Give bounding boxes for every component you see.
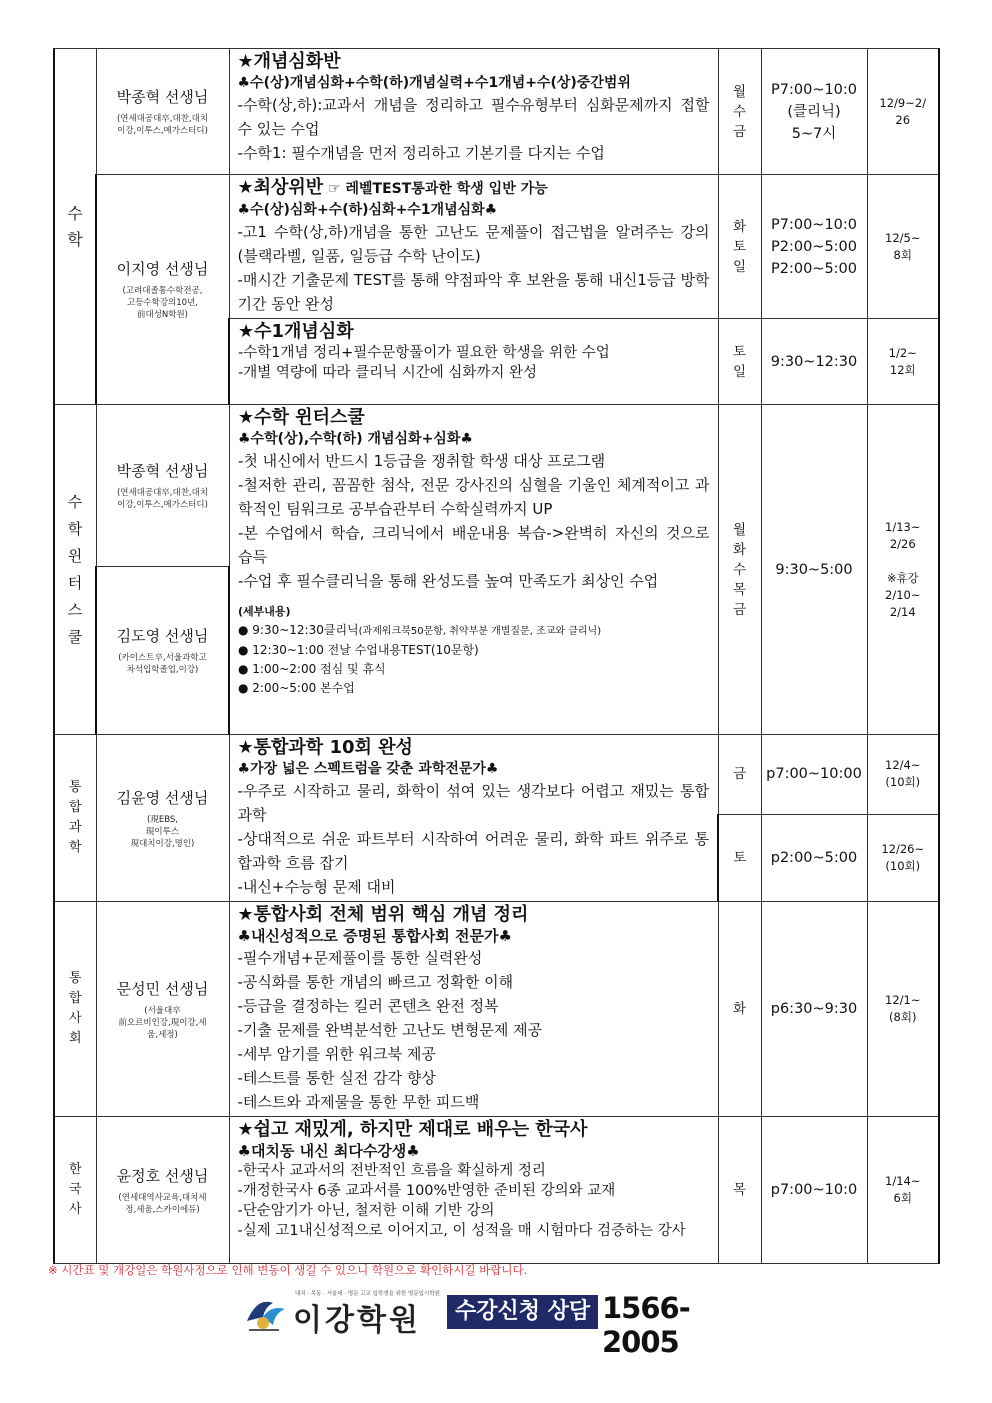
class-period: 1/14~ 6회 bbox=[867, 1117, 939, 1264]
table-row bbox=[54, 902, 939, 1117]
subject-history: 한 국 사 bbox=[54, 1117, 96, 1264]
course-lines bbox=[238, 343, 710, 383]
course-line: -수학1개념 정리+필수문항풀이가 필요한 학생을 위한 수업 bbox=[238, 345, 610, 361]
course-line: -개별 역량에 따라 클리닉 시간에 심화까지 완성 bbox=[238, 365, 538, 381]
detail-bullet bbox=[238, 660, 710, 679]
detail-bullet-main: ● 9:30~12:30클리닉 bbox=[238, 623, 359, 637]
teacher-cell bbox=[96, 175, 229, 405]
course-line: -수업 후 필수클리닉을 통해 완성도를 높여 만족도가 최상인 수업 bbox=[238, 572, 659, 590]
teacher-credentials: (연세대공대卒,대찬,대치 이강,이투스,메가스터디) bbox=[116, 114, 209, 136]
course-line: -한국사 교과서의 전반적인 흐름을 확실하게 정리 bbox=[237, 1163, 546, 1179]
class-days: 월 화 수 목 금 bbox=[718, 405, 761, 735]
course-title: ★개념심화반 bbox=[237, 51, 341, 72]
course-line: -상대적으로 쉬운 파트부터 시작하여 어려운 물리, 화학 파트 위주로 통합과학 흐름 잡기 bbox=[237, 830, 709, 872]
course-description bbox=[229, 902, 718, 1117]
teacher-name: 박종혁 선생님 bbox=[116, 462, 209, 480]
course-subtitle: ♣수(상)개념심화+수학(하)개념실력+수1개념+수(상)중간범위 bbox=[237, 75, 631, 91]
course-lines bbox=[238, 779, 710, 899]
course-title: ★수학 윈터스쿨 bbox=[238, 407, 365, 428]
academy-logo-icon bbox=[243, 1291, 289, 1333]
course-line: -테스트를 통한 실전 감각 향상 bbox=[237, 1069, 436, 1087]
class-days: 화 토 일 bbox=[718, 175, 761, 319]
class-days: 토 일 bbox=[718, 319, 761, 405]
course-line: -철저한 관리, 꼼꼼한 첨삭, 전문 강사진의 심혈을 기울인 체계적이고 과학적인 팀워크로 공부습관부터 수학실력까지 UP bbox=[238, 476, 710, 518]
logo-tagline: 대치 · 목동 · 서울대 · 명문 고교 입학생을 위한 명문입시학원 bbox=[295, 1291, 440, 1297]
course-title: ★최상위반 ☞ 레벨TEST통과한 학생 입반 가능 bbox=[237, 177, 548, 198]
course-lines bbox=[238, 1161, 710, 1241]
course-line: -고1 수학(상,하)개념을 통한 고난도 문제풀이 접근법을 알려주는 강의(블랙라벨, 일품, 일등급 수학 난이도) bbox=[237, 223, 710, 265]
detail-heading: (세부내용) bbox=[238, 605, 291, 618]
class-period: 12/26~ (10회) bbox=[867, 814, 939, 901]
class-period: 12/4~ (10회) bbox=[867, 735, 939, 815]
course-description bbox=[229, 49, 718, 175]
course-line: -기출 문제를 완벽분석한 고난도 변형문제 제공 bbox=[237, 1021, 543, 1039]
course-line: -테스트와 과제물을 통한 무한 피드백 bbox=[237, 1093, 480, 1111]
course-line: -등급을 결정하는 킬러 콘텐츠 완전 정복 bbox=[237, 997, 499, 1015]
teacher-credentials: (카이스트卒,서울과학고 차석입학졸업,이강) bbox=[118, 653, 207, 675]
detail-bullet bbox=[238, 621, 710, 641]
teacher-name: 김윤영 선생님 bbox=[116, 788, 209, 807]
teacher-credentials: (고려대졸통수학전공, 고등수학강의10년, 前대성N학원) bbox=[122, 286, 203, 320]
course-subtitle: ♣수(상)심화+수(하)심화+수1개념심화♣ bbox=[237, 202, 498, 218]
course-description bbox=[229, 1117, 718, 1264]
course-title: ★수1개념심화 bbox=[238, 321, 354, 342]
class-time: p6:30~9:30 bbox=[761, 902, 867, 1117]
course-lines bbox=[238, 93, 710, 165]
teacher-cell bbox=[96, 735, 229, 902]
course-title: ★통합과학 10회 완성 bbox=[237, 737, 413, 758]
course-title: ★통합사회 전체 범위 핵심 개념 정리 bbox=[237, 904, 529, 925]
course-line: -단순암기가 아닌, 철저한 이해 기반 강의 bbox=[237, 1203, 495, 1219]
course-description bbox=[229, 175, 718, 319]
teacher-name: 문성민 선생님 bbox=[116, 979, 209, 998]
detail-bullet bbox=[238, 641, 710, 660]
teacher-name: 박종혁 선생님 bbox=[116, 88, 209, 106]
teacher-name: 김도영 선생님 bbox=[116, 627, 209, 645]
course-line: -개정한국사 6종 교과서를 100%반영한 준비된 강의와 교재 bbox=[237, 1183, 616, 1199]
subject-math: 수 학 bbox=[54, 49, 96, 405]
class-period: 12/9~2/ 26 bbox=[867, 49, 939, 175]
teacher-credentials: (서울대卒 前오르비인강,現이강,세 움,세정) bbox=[118, 1005, 207, 1040]
class-days: 금 bbox=[718, 735, 761, 815]
course-subtitle: ♣수학(상),수학(하) 개념심화+심화♣ bbox=[238, 431, 473, 447]
detail-bullet-main: ● 2:00~5:00 본수업 bbox=[238, 681, 355, 695]
class-days: 화 bbox=[718, 902, 761, 1117]
class-time: p2:00~5:00 bbox=[761, 814, 867, 901]
course-line: -매시간 기출문제 TEST를 통해 약점파악 후 보완을 통해 내신1등급 방학 기간 동안 완성 bbox=[237, 271, 710, 313]
course-line: -공식화를 통한 개념의 빠르고 정확한 이해 bbox=[237, 973, 514, 991]
teacher-cell bbox=[96, 902, 229, 1117]
class-time: 9:30~5:00 bbox=[761, 405, 867, 735]
class-time: p7:00~10:0 bbox=[761, 1117, 867, 1264]
course-description bbox=[229, 735, 718, 902]
detail-bullet-note: (과제워크북50문항, 취약부분 개별질문, 조교와 클리닉) bbox=[358, 626, 602, 637]
class-days: 목 bbox=[718, 1117, 761, 1264]
course-line: -우주로 시작하고 물리, 화학이 섞여 있는 생각보다 어렵고 재밌는 통합과학 bbox=[237, 782, 709, 824]
logo-text: 이강학원 bbox=[293, 1303, 421, 1338]
course-line: -수학1: 필수개념을 먼저 정리하고 기본기를 다지는 수업 bbox=[237, 144, 605, 162]
teacher-cell bbox=[96, 567, 229, 735]
class-time: P7:00~10:0 (클리닉) 5~7시 bbox=[761, 49, 867, 175]
class-days: 월 수 금 bbox=[718, 49, 761, 175]
class-period: 1/13~ 2/26 ※휴강 2/10~ 2/14 bbox=[867, 405, 939, 735]
teacher-name: 이지영 선생님 bbox=[116, 260, 209, 278]
course-line: -본 수업에서 학습, 크리닉에서 배운내용 복습->완벽히 자신의 것으로 습득 bbox=[238, 524, 710, 566]
subject-winter-school: 수 학 윈 터 스 쿨 bbox=[54, 405, 96, 735]
subject-social: 통 합 사 회 bbox=[54, 902, 96, 1117]
footer-banner bbox=[243, 1289, 763, 1359]
table-row bbox=[54, 405, 939, 567]
class-days: 토 bbox=[718, 814, 761, 901]
course-lines bbox=[238, 220, 710, 316]
course-line: -필수개념+문제풀이를 통한 실력완성 bbox=[237, 949, 483, 967]
phone-number[interactable]: 1566-2005 bbox=[602, 1291, 690, 1359]
table-row bbox=[54, 1117, 939, 1264]
table-row bbox=[54, 49, 939, 175]
table-row bbox=[54, 175, 939, 319]
class-time: P7:00~10:0 P2:00~5:00 P2:00~5:00 bbox=[761, 175, 867, 319]
teacher-name: 윤정호 선생님 bbox=[116, 1166, 209, 1185]
detail-bullet bbox=[238, 679, 710, 698]
course-subtitle: ♣대치동 내신 최다수강생♣ bbox=[237, 1142, 420, 1160]
course-title-note: ☞ 레벨TEST통과한 학생 입반 가능 bbox=[323, 181, 548, 197]
table-row bbox=[54, 735, 939, 815]
subject-science: 통 합 과 학 bbox=[54, 735, 96, 902]
teacher-credentials: (연세대역사교육,대치세 정,세움,스카이에듀) bbox=[118, 1192, 207, 1215]
footnote: ※ 시간표 및 개강일은 학원사정으로 인해 변동이 생길 수 있으니 학원으로 확인하시길 바랍니다. bbox=[48, 1263, 528, 1277]
course-line: -실제 고1내신성적으로 이어지고, 이 성적을 매 시험마다 검증하는 강사 bbox=[237, 1223, 686, 1239]
course-line: -내신+수능형 문제 대비 bbox=[237, 878, 396, 896]
teacher-cell bbox=[96, 1117, 229, 1264]
course-lines bbox=[238, 946, 710, 1114]
class-period: 1/2~ 12회 bbox=[867, 319, 939, 405]
schedule-table bbox=[53, 48, 940, 1264]
detail-bullet-main: ● 1:00~2:00 점심 및 휴식 bbox=[238, 662, 386, 676]
class-time: 9:30~12:30 bbox=[761, 319, 867, 405]
course-line: -수학(상,하):교과서 개념을 정리하고 필수유형부터 심화문제까지 접할 수 있는 수업 bbox=[237, 96, 710, 138]
course-lines bbox=[238, 449, 710, 593]
enroll-cta[interactable]: 수강신청 상담 bbox=[447, 1295, 598, 1329]
teacher-cell bbox=[96, 405, 229, 567]
course-line: -세부 암기를 위한 워크북 제공 bbox=[237, 1045, 436, 1063]
course-subtitle: ♣가장 넓은 스펙트럼을 갖춘 과학전문가♣ bbox=[237, 761, 499, 777]
course-line: -첫 내신에서 반드시 1등급을 쟁취할 학생 대상 프로그램 bbox=[238, 452, 606, 470]
course-description bbox=[229, 319, 718, 405]
detail-bullet-main: ● 12:30~1:00 전날 수업내용TEST(10문항) bbox=[238, 643, 479, 657]
teacher-credentials: (연세대공대卒,대찬,대치 이강,이투스,메가스터디) bbox=[116, 488, 209, 510]
course-title: ★쉽고 재밌게, 하지만 제대로 배우는 한국사 bbox=[237, 1119, 588, 1140]
class-period: 12/5~ 8회 bbox=[867, 175, 939, 319]
class-period: 12/1~ (8회) bbox=[867, 902, 939, 1117]
detail-bullets bbox=[238, 621, 710, 698]
teacher-credentials: (現EBS, 現이투스 現대치이강,명인) bbox=[130, 814, 195, 849]
teacher-cell bbox=[96, 49, 229, 175]
course-subtitle: ♣내신성적으로 증명된 통합사회 전문가♣ bbox=[237, 927, 512, 945]
course-description bbox=[229, 405, 718, 735]
class-time: p7:00~10:00 bbox=[761, 735, 867, 815]
